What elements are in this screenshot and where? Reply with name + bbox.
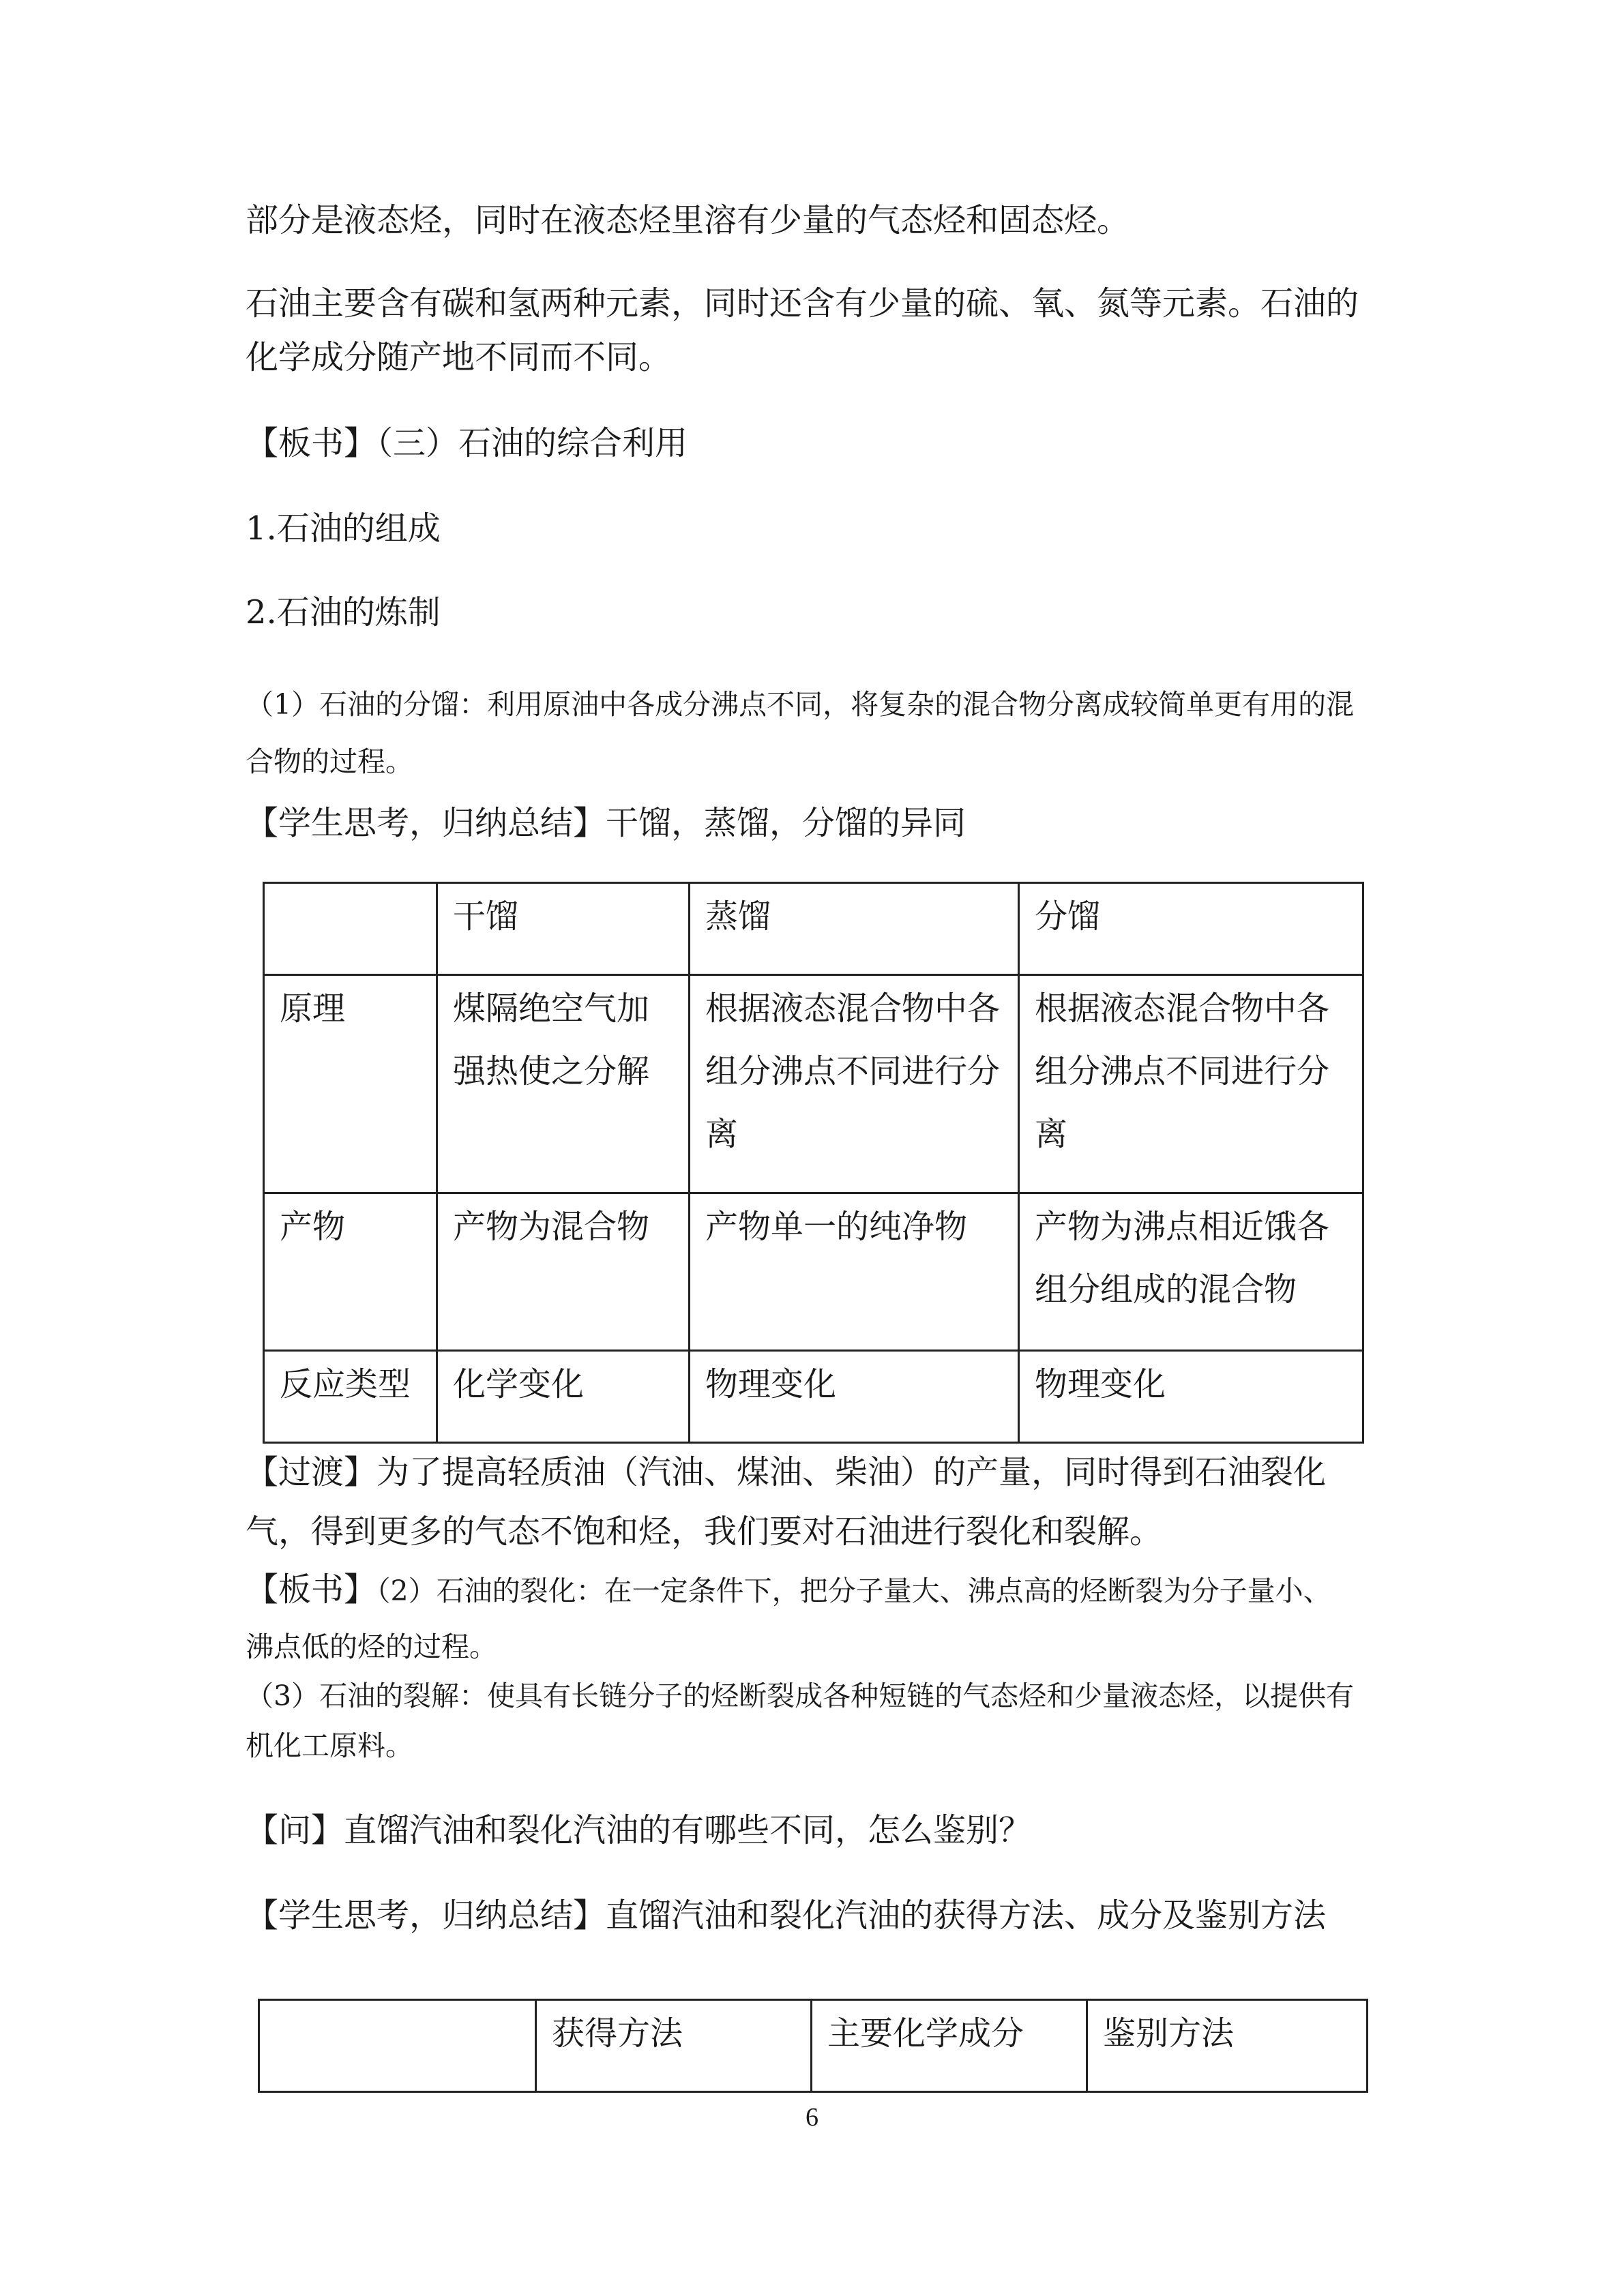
table-header-distillation: 蒸馏 — [690, 883, 1019, 975]
transition-paragraph-line2: 气，得到更多的气态不饱和烃，我们要对石油进行裂化和裂解。 — [246, 1512, 1163, 1551]
paragraph-pyrolysis-line2: 机化工原料。 — [246, 1729, 413, 1762]
table-cell-principle-label: 原理 — [264, 975, 437, 1193]
table-cell: 根据液态混合物中各组分沸点不同进行分离 — [690, 975, 1019, 1193]
page-number: 6 — [806, 2103, 818, 2132]
paragraph-petroleum-elements-line2: 化学成分随产地不同而不同。 — [246, 338, 672, 376]
board-cracking-line1 — [246, 1569, 1331, 1611]
list-item-composition: 1.石油的组成 — [246, 509, 441, 548]
table-header-empty — [259, 2000, 536, 2092]
table-cell-product-label: 产物 — [264, 1193, 437, 1351]
table-cell: 物理变化 — [1019, 1351, 1363, 1443]
board-tag: 【板书】 — [246, 1570, 377, 1609]
table-cell-reaction-type-label: 反应类型 — [264, 1351, 437, 1443]
table-row — [264, 1193, 1363, 1351]
board-cracking-line2: 沸点低的烃的过程。 — [246, 1630, 497, 1663]
table-row — [264, 975, 1363, 1193]
table-header-fractional-distillation: 分馏 — [1019, 883, 1363, 975]
student-thinking-heading-2: 【学生思考，归纳总结】直馏汽油和裂化汽油的获得方法、成分及鉴别方法 — [246, 1896, 1327, 1935]
table-header-empty — [264, 883, 437, 975]
table-cell: 产物单一的纯净物 — [690, 1193, 1019, 1351]
transition-paragraph-line1: 【过渡】为了提高轻质油（汽油、煤油、柴油）的产量，同时得到石油裂化 — [246, 1453, 1327, 1491]
table-cell: 根据液态混合物中各组分沸点不同进行分离 — [1019, 975, 1363, 1193]
table-cell: 产物为混合物 — [437, 1193, 690, 1351]
table-cell: 产物为沸点相近饿各组分组成的混合物 — [1019, 1193, 1363, 1351]
gasoline-comparison-table — [258, 1999, 1368, 2093]
table-cell: 物理变化 — [690, 1351, 1019, 1443]
paragraph-petroleum-elements-line1: 石油主要含有碳和氢两种元素，同时还含有少量的硫、氧、氮等元素。石油的 — [246, 284, 1359, 323]
table-header-acquisition-method: 获得方法 — [536, 2000, 812, 2092]
paragraph-liquid-hydrocarbons: 部分是液态烃，同时在液态烃里溶有少量的气态烃和固态烃。 — [246, 201, 1130, 239]
paragraph-fractionation-line2: 合物的过程。 — [246, 745, 413, 778]
board-heading-comprehensive-use: 【板书】（三）石油的综合利用 — [246, 424, 688, 462]
student-thinking-heading-1: 【学生思考，归纳总结】干馏，蒸馏，分馏的异同 — [246, 804, 966, 842]
table-header-main-components: 主要化学成分 — [812, 2000, 1087, 2092]
table-header-dry-distillation: 干馏 — [437, 883, 690, 975]
paragraph-pyrolysis-line1: （3）石油的裂解：使具有长链分子的烃断裂成各种短链的气态烃和少量液态烃，以提供有 — [246, 1680, 1355, 1712]
paragraph-fractionation-line1: （1）石油的分馏：利用原油中各成分沸点不同，将复杂的混合物分离成较简单更有用的混 — [246, 688, 1355, 721]
distillation-comparison-table — [263, 882, 1364, 1444]
question-gasoline-difference: 【问】直馏汽油和裂化汽油的有哪些不同，怎么鉴别？ — [246, 1811, 1032, 1849]
table-header-row — [259, 2000, 1368, 2092]
table-header-row — [264, 883, 1363, 975]
list-item-refining: 2.石油的炼制 — [246, 593, 441, 631]
table-row — [264, 1351, 1363, 1443]
board-cracking-text: （2）石油的裂化：在一定条件下，把分子量大、沸点高的烃断裂为分子量小、 — [377, 1575, 1331, 1607]
table-cell: 煤隔绝空气加强热使之分解 — [437, 975, 690, 1193]
table-cell: 化学变化 — [437, 1351, 690, 1443]
table-header-identification-method: 鉴别方法 — [1087, 2000, 1368, 2092]
